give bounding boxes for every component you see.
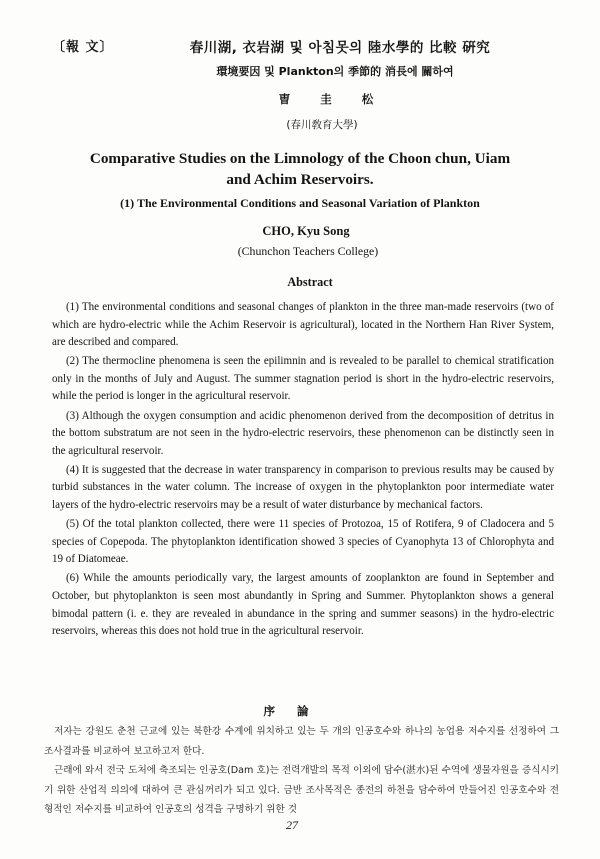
abstract-heading: Abstract — [287, 275, 333, 289]
introduction-paragraph: 저자는 강원도 춘천 근교에 있는 북한강 수계에 위치하고 있는 두 개의 인공호수와 하나의 농업용 저수지를 선정하여 그 조사결과를 비교하여 보고하고저 한다. — [44, 726, 559, 757]
page-number: 27 — [286, 818, 298, 832]
english-title-line-2: and Achim Reservoirs. — [226, 171, 374, 188]
abstract-body — [52, 299, 554, 642]
english-subtitle: (1) The Environmental Conditions and Seasonal Variation of Plankton — [120, 196, 480, 210]
introduction-paragraph: 근래에 와서 전국 도처에 축조되는 인공호(Dam 호)는 전력개발의 목적 이외에 담수(湛水)된 수역에 생물자원을 증식시키기 위한 산업적 의의에 대하여 큰 관심꺼리가 되고 있다. 금반 조사목적은 종전의 하천을 담수하여 만들어진 인공호수와 전형적인 저수지를 비교하여 인공호의 성격을 구명하기 위한 것 — [44, 765, 559, 815]
korean-title: 春川湖, 衣岩湖 및 아침못의 陸水學的 比較 硏究 — [189, 40, 491, 56]
article-type-tag: 〔報 文〕 — [52, 40, 114, 55]
introduction-heading: 序 論 — [263, 704, 309, 718]
korean-author: 曺 圭 松 — [278, 92, 374, 106]
english-title-line-1: Comparative Studies on the Limnology of the Choon chun, Uiam — [89, 150, 511, 167]
abstract-paragraph: (5) Of the total plankton collected, there were 11 species of Protozoa, 15 of Rotifera, 9 of Cladocera and 5 species of Copepoda. The phytoplankton identification showed 3 species of Cyanophyta 13 of Chlorophyta and 19 of Diatomeae. — [52, 518, 554, 566]
english-title — [0, 148, 600, 190]
korean-subtitle: 環境要因 및 Plankton의 季節的 消長에 關하여 — [216, 65, 454, 78]
english-author: CHO, Kyu Song — [262, 224, 350, 238]
english-affiliation: (Chunchon Teachers College) — [237, 244, 379, 258]
abstract-paragraph: (4) It is suggested that the decrease in water transparency in comparison to previous results may be caused by turbid substances in the water column. The increase of oxygen in the phytoplankton poor intermediate water layers of the hydro-electric reservoirs may be a result of water disturbance by mechanical factors. — [52, 463, 554, 512]
korean-affiliation: (春川敎育大學) — [286, 119, 358, 131]
introduction-body — [44, 722, 559, 820]
abstract-paragraph: (3) Although the oxygen consumption and acidic phenomenon derived from the decomposition of detritus in the bottom substratum are not seen in the hydro-electric reservoirs, these phenomenon can be distinctly seen in the agricultural reservoir. — [52, 409, 554, 457]
abstract-paragraph: (1) The environmental conditions and seasonal changes of plankton in the three man-made reservoirs (two of which are hydro-electric while the Achim Reservoir is agricultural), located in the Northern Han River System, are described and compared. — [52, 301, 554, 349]
abstract-paragraph: (2) The thermocline phenomena is seen the epilimnin and is revealed to be parallel to chemical stratification only in the months of July and August. The summer stagnation period is short in the hydro-electric reservoirs, while the period is longer in the agricultural reservoir. — [52, 355, 554, 403]
abstract-paragraph: (6) While the amounts periodically vary, the largest amounts of zooplankton are found in September and October, but phytoplankton is seen most abundantly in Spring and Summer. Phytoplankton shows a general bimodal pattern (i. e. they are revealed in abundance in the spring and summer seasons) in the hydro-electric reservoirs, whereas this does not hold true in the agricultural reservoir. — [52, 572, 554, 638]
